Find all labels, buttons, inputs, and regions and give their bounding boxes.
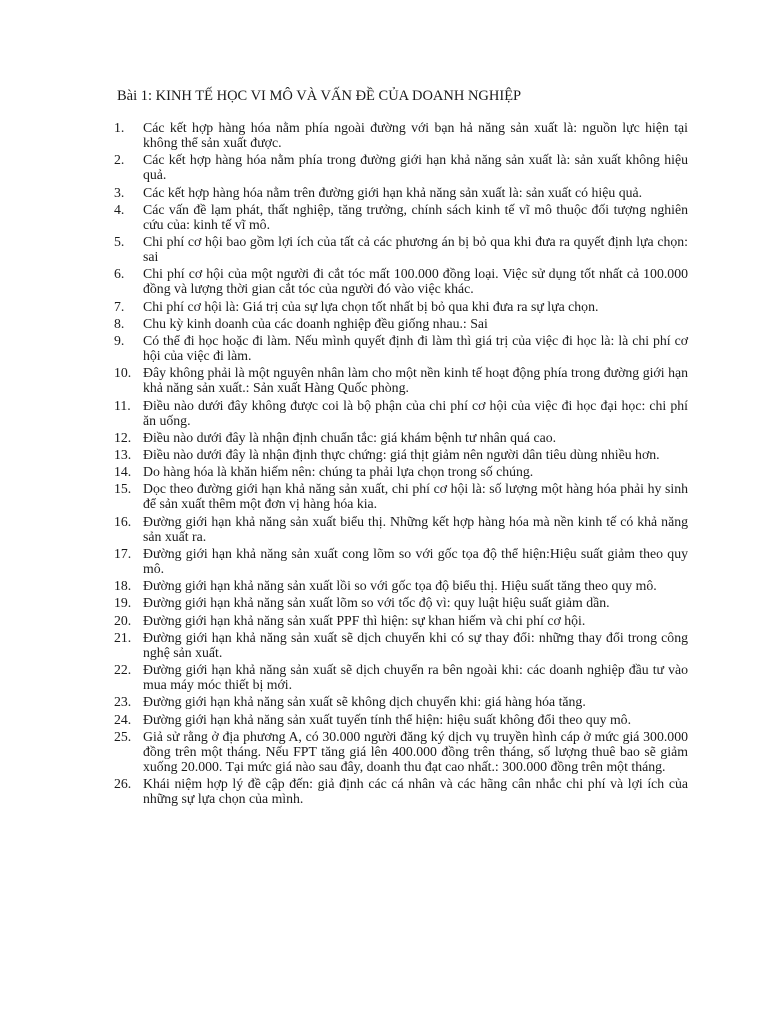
item-number: 8. bbox=[114, 315, 125, 331]
list-item bbox=[114, 398, 688, 428]
question-list bbox=[114, 120, 688, 808]
item-number: 25. bbox=[114, 728, 132, 744]
list-item bbox=[114, 202, 688, 232]
item-number: 9. bbox=[114, 332, 125, 348]
list-item bbox=[114, 185, 688, 200]
item-text: Có thể đi học hoặc đi làm. Nếu mình quyết định đi làm thì giá trị của việc đi học là: là chi phí cơ hội của việc đi làm. bbox=[143, 332, 688, 364]
item-number: 22. bbox=[114, 662, 132, 678]
item-number: 26. bbox=[114, 776, 132, 792]
item-text: Giả sử rằng ở địa phương A, có 30.000 người đăng ký dịch vụ truyền hình cáp ở mức giá 300.000 đồng trên một tháng. Nếu FPT tăng giá lên 400.000 đồng trên tháng, số lượng thuê bao sẽ giảm xuống 20.000. Tại mức giá nào sau đây, doanh thu đạt cao nhất.: 300.000 đồng trên một tháng. bbox=[143, 728, 688, 774]
list-item bbox=[114, 316, 688, 331]
item-number: 7. bbox=[114, 298, 125, 314]
item-text: Điều nào dưới đây là nhận định chuẩn tắc: giá khám bệnh tư nhân quá cao. bbox=[143, 429, 557, 445]
item-text: Các kết hợp hàng hóa nằm trên đường giới hạn khả năng sản xuất là: sản xuất có hiệu quả. bbox=[143, 184, 643, 200]
item-number: 13. bbox=[114, 447, 132, 462]
list-item bbox=[114, 266, 688, 296]
list-item bbox=[114, 365, 688, 395]
item-number: 12. bbox=[114, 429, 132, 445]
item-text: Điều nào dưới đây không được coi là bộ phận của chi phí cơ hội của việc đi học đại học: chi phí ăn uống. bbox=[143, 397, 688, 428]
list-item bbox=[114, 694, 688, 709]
item-text: Đây không phải là một nguyên nhân làm cho một nền kinh tế hoạt động phía trong đường giới hạn khả năng sản xuất.: Sản xuất Hàng Quốc phòng. bbox=[143, 365, 688, 396]
item-number: 14. bbox=[114, 464, 132, 480]
item-number: 23. bbox=[114, 694, 132, 710]
list-item bbox=[114, 613, 688, 628]
item-text: Chu kỳ kinh doanh của các doanh nghiệp đều giống nhau.: Sai bbox=[143, 315, 488, 331]
item-text: Chi phí cơ hội bao gồm lợi ích của tất cả các phương án bị bỏ qua khi đưa ra quyết định lựa chọn: sai bbox=[143, 234, 688, 265]
item-number: 10. bbox=[114, 365, 132, 381]
item-text: Dọc theo đường giới hạn khả năng sản xuất, chi phí cơ hội là: số lượng một hàng hóa phải hy sinh để sản xuất thêm một đơn vị hàng hóa kia. bbox=[143, 481, 688, 512]
list-item bbox=[114, 630, 688, 660]
item-text: Chi phí cơ hội là: Giá trị của sự lựa chọn tốt nhất bị bỏ qua khi đưa ra sự lựa chọn. bbox=[143, 298, 599, 314]
item-number: 17. bbox=[114, 545, 132, 561]
document-title: Bài 1: KINH TẾ HỌC VI MÔ VÀ VẤN ĐỀ CỦA DOANH NGHIỆP bbox=[117, 88, 522, 104]
list-item bbox=[114, 299, 688, 314]
list-item bbox=[114, 595, 688, 610]
list-item bbox=[114, 464, 688, 479]
item-text: Khái niệm hợp lý đề cập đến: giả định các cá nhân và các hãng cân nhắc chi phí và lợi ích của những sự lựa chọn của mình. bbox=[143, 776, 688, 807]
list-item bbox=[114, 447, 688, 462]
item-number: 1. bbox=[114, 120, 125, 135]
item-number: 2. bbox=[114, 152, 125, 168]
list-item bbox=[114, 430, 688, 445]
list-item bbox=[114, 333, 688, 363]
item-number: 3. bbox=[114, 184, 125, 200]
item-text: Chi phí cơ hội của một người đi cắt tóc mất 100.000 đồng loại. Việc sử dụng tốt nhất cả 100.000 đồng và lượng thời gian cắt tóc của người đó vào việc khác. bbox=[143, 266, 688, 297]
item-number: 18. bbox=[114, 578, 132, 594]
item-number: 24. bbox=[114, 711, 132, 727]
item-number: 4. bbox=[114, 201, 125, 217]
item-text: Đường giới hạn khả năng sản xuất lõm so với tốc độ vì: quy luật hiệu suất giảm dần. bbox=[143, 595, 610, 611]
item-text: Do hàng hóa là khăn hiếm nên: chúng ta phải lựa chọn trong số chúng. bbox=[143, 464, 534, 480]
list-item bbox=[114, 578, 688, 593]
item-text: Đường giới hạn khả năng sản xuất sẽ dịch chuyển khi có sự thay đổi: những thay đổi trong công nghệ sản xuất. bbox=[143, 629, 688, 660]
list-item bbox=[114, 481, 688, 511]
list-item bbox=[114, 729, 688, 774]
item-number: 5. bbox=[114, 234, 125, 250]
item-text: Đường giới hạn khả năng sản xuất sẽ dịch chuyển ra bên ngoài khi: các doanh nghiệp đầu tư vào mua máy móc thiết bị mới. bbox=[143, 662, 688, 693]
item-number: 20. bbox=[114, 612, 132, 628]
list-item bbox=[114, 120, 688, 150]
item-text: Đường giới hạn khả năng sản xuất PPF thì hiện: sự khan hiếm và chi phí cơ hội. bbox=[143, 612, 586, 628]
item-text: Các kết hợp hàng hóa nằm phía ngoài đường với bạn hả năng sản xuất là: nguồn lực hiện tại không thể sản xuất được. bbox=[143, 120, 688, 151]
list-item bbox=[114, 662, 688, 692]
list-item bbox=[114, 152, 688, 182]
item-text: Các kết hợp hàng hóa nằm phía trong đường giới hạn khả năng sản xuất là: sản xuất không hiệu quả. bbox=[143, 152, 688, 183]
item-text: Đường giới hạn khả năng sản xuất biểu thị. Những kết hợp hàng hóa mà nền kinh tế có khả năng sản xuất ra. bbox=[143, 513, 688, 544]
list-item bbox=[114, 546, 688, 576]
item-number: 11. bbox=[114, 397, 131, 413]
item-text: Điều nào dưới đây là nhận định thực chứng: giá thịt giảm nên người dân tiêu dùng nhiều hơn. bbox=[143, 447, 660, 462]
list-item bbox=[114, 234, 688, 264]
list-item bbox=[114, 776, 688, 806]
item-text: Các vấn đề lạm phát, thất nghiệp, tăng trưởng, chính sách kinh tế vĩ mô thuộc đối tượng nghiên cứu của: kinh tế vĩ mô. bbox=[143, 201, 688, 232]
item-number: 19. bbox=[114, 595, 132, 611]
item-number: 15. bbox=[114, 481, 132, 497]
item-text: Đường giới hạn khả năng sản xuất lồi so với gốc tọa độ biểu thị. Hiệu suất tăng theo quy mô. bbox=[143, 578, 657, 594]
list-item bbox=[114, 514, 688, 544]
item-number: 6. bbox=[114, 266, 125, 282]
item-text: Đường giới hạn khả năng sản xuất cong lõm so với gốc tọa độ thể hiện:Hiệu suất giảm theo quy mô. bbox=[143, 545, 688, 577]
item-number: 21. bbox=[114, 629, 132, 645]
item-text: Đường giới hạn khả năng sản xuất sẽ không dịch chuyển khi: giá hàng hóa tăng. bbox=[143, 694, 586, 710]
list-item bbox=[114, 712, 688, 727]
item-number: 16. bbox=[114, 513, 132, 529]
item-text: Đường giới hạn khả năng sản xuất tuyến tính thể hiện: hiệu suất không đổi theo quy mô. bbox=[143, 711, 632, 727]
